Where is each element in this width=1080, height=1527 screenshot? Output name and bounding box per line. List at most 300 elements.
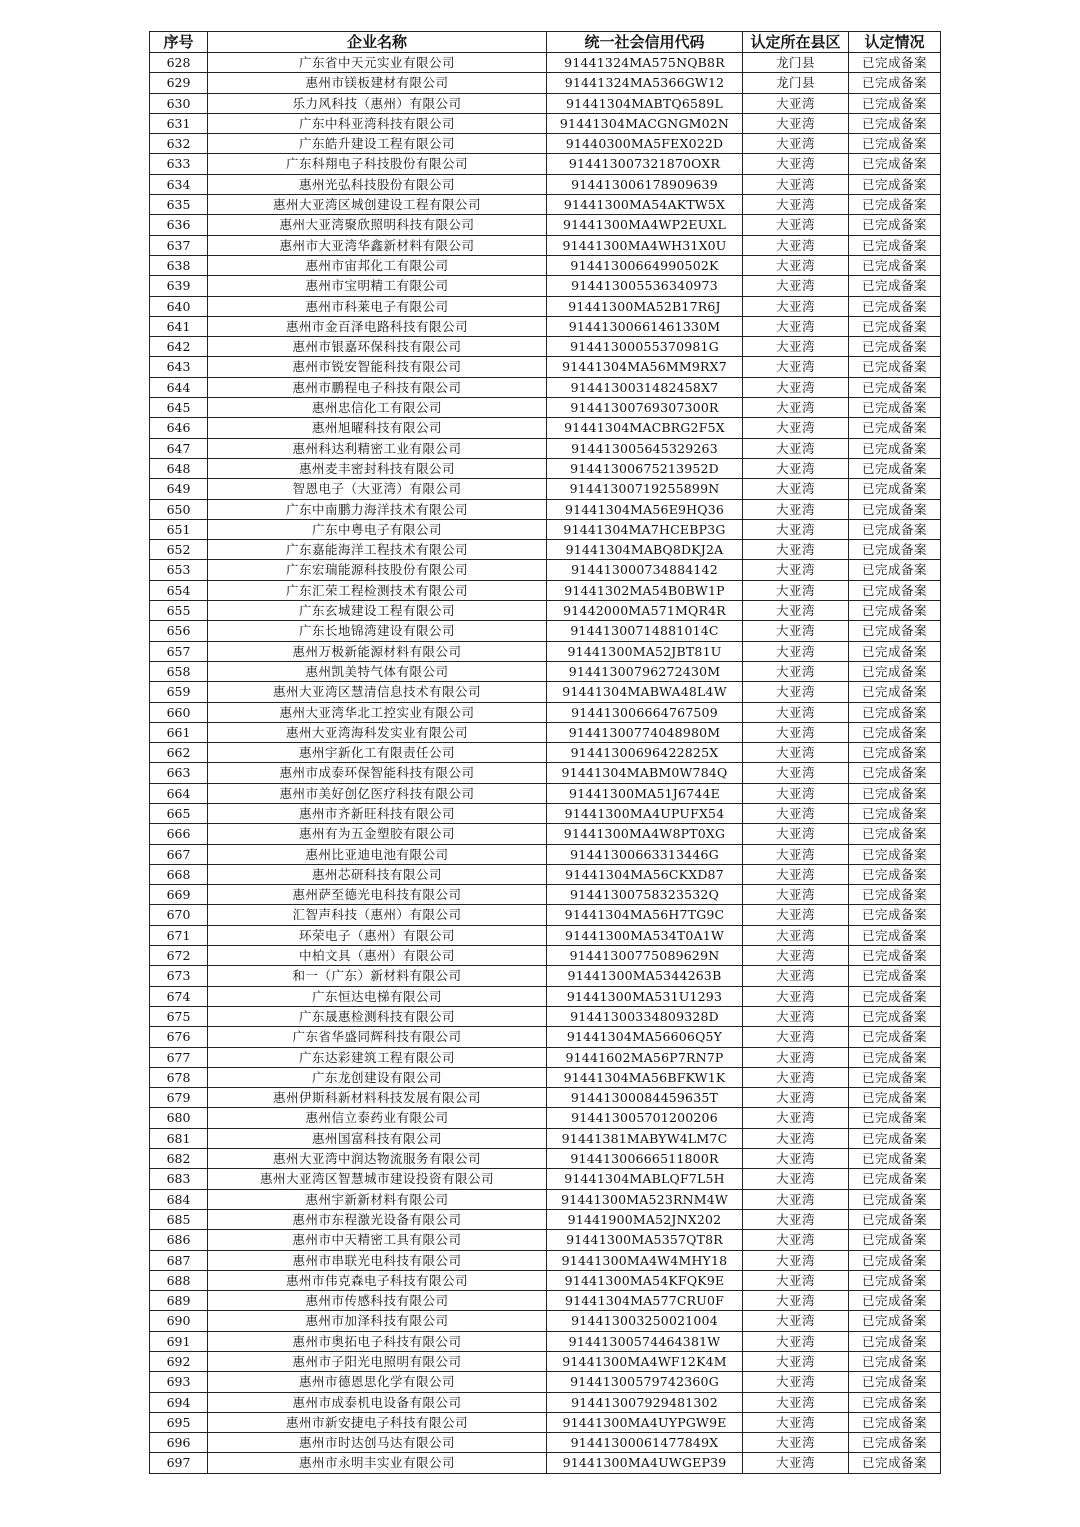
status-cell: 已完成备案 — [849, 357, 941, 377]
status-cell: 已完成备案 — [849, 722, 941, 742]
serial-number-cell: 670 — [150, 905, 208, 925]
district-cell: 大亚湾 — [743, 1067, 849, 1087]
table-row — [150, 1311, 941, 1331]
serial-number-cell: 671 — [150, 925, 208, 945]
serial-number-cell: 647 — [150, 438, 208, 458]
company-name-cell: 广东科翔电子科技股份有限公司 — [208, 154, 547, 174]
credit-code-cell: 91441304MABWA48L4W — [547, 682, 743, 702]
serial-number-cell: 651 — [150, 519, 208, 539]
company-name-cell: 惠州市锐安智能科技有限公司 — [208, 357, 547, 377]
table-row — [150, 113, 941, 133]
district-cell: 大亚湾 — [743, 458, 849, 478]
credit-code-cell: 914413007929481302 — [547, 1392, 743, 1412]
district-cell: 大亚湾 — [743, 316, 849, 336]
serial-number-cell: 682 — [150, 1149, 208, 1169]
status-cell: 已完成备案 — [849, 499, 941, 519]
district-cell: 大亚湾 — [743, 1311, 849, 1331]
status-cell: 已完成备案 — [849, 1149, 941, 1169]
credit-code-cell: 91441300061477849X — [547, 1433, 743, 1453]
status-cell: 已完成备案 — [849, 1311, 941, 1331]
district-cell: 大亚湾 — [743, 966, 849, 986]
serial-number-cell: 693 — [150, 1372, 208, 1392]
district-cell: 大亚湾 — [743, 1027, 849, 1047]
credit-code-cell: 914413005536340973 — [547, 276, 743, 296]
table-row — [150, 702, 941, 722]
serial-number-cell: 664 — [150, 783, 208, 803]
company-name-cell: 惠州市宝明精工有限公司 — [208, 276, 547, 296]
serial-number-cell: 653 — [150, 560, 208, 580]
enterprise-table — [149, 31, 941, 1474]
district-cell: 大亚湾 — [743, 1392, 849, 1412]
company-name-cell: 广东省华盛同辉科技有限公司 — [208, 1027, 547, 1047]
serial-number-cell: 634 — [150, 174, 208, 194]
table-row — [150, 1006, 941, 1026]
district-cell: 大亚湾 — [743, 540, 849, 560]
district-cell: 大亚湾 — [743, 1169, 849, 1189]
status-cell: 已完成备案 — [849, 986, 941, 1006]
serial-number-cell: 694 — [150, 1392, 208, 1412]
serial-number-cell: 677 — [150, 1047, 208, 1067]
credit-code-cell: 91441304MA56E9HQ36 — [547, 499, 743, 519]
company-name-cell: 惠州光弘科技股份有限公司 — [208, 174, 547, 194]
credit-code-cell: 91441300758323532Q — [547, 885, 743, 905]
company-name-cell: 广东晟惠检测科技有限公司 — [208, 1006, 547, 1026]
credit-code-cell: 91441300664990502K — [547, 255, 743, 275]
status-cell: 已完成备案 — [849, 479, 941, 499]
company-name-cell: 惠州大亚湾中润达物流服务有限公司 — [208, 1149, 547, 1169]
district-cell: 大亚湾 — [743, 195, 849, 215]
district-cell: 大亚湾 — [743, 803, 849, 823]
credit-code-cell: 91441300775089629N — [547, 946, 743, 966]
credit-code-cell: 91441304MA56MM9RX7 — [547, 357, 743, 377]
district-cell: 大亚湾 — [743, 844, 849, 864]
status-cell: 已完成备案 — [849, 154, 941, 174]
company-name-cell: 惠州市伟克森电子科技有限公司 — [208, 1270, 547, 1290]
district-cell: 大亚湾 — [743, 1189, 849, 1209]
table-row — [150, 722, 941, 742]
district-cell: 大亚湾 — [743, 1108, 849, 1128]
company-name-cell: 惠州国富科技有限公司 — [208, 1128, 547, 1148]
company-name-cell: 广东汇荣工程检测技术有限公司 — [208, 580, 547, 600]
table-row — [150, 601, 941, 621]
table-row — [150, 682, 941, 702]
table-row — [150, 844, 941, 864]
district-cell: 大亚湾 — [743, 398, 849, 418]
status-cell: 已完成备案 — [849, 1412, 941, 1432]
table-row — [150, 458, 941, 478]
serial-number-cell: 669 — [150, 885, 208, 905]
table-row — [150, 905, 941, 925]
status-cell: 已完成备案 — [849, 743, 941, 763]
status-cell: 已完成备案 — [849, 174, 941, 194]
district-cell: 大亚湾 — [743, 296, 849, 316]
table-row — [150, 154, 941, 174]
table-row — [150, 560, 941, 580]
serial-number-cell: 685 — [150, 1209, 208, 1229]
credit-code-cell: 91441304MA56CKXD87 — [547, 864, 743, 884]
table-row — [150, 580, 941, 600]
table-row — [150, 1149, 941, 1169]
table-row — [150, 743, 941, 763]
table-row — [150, 885, 941, 905]
credit-code-cell: 91441300MA5357QT8R — [547, 1230, 743, 1250]
company-name-cell: 惠州市科莱电子有限公司 — [208, 296, 547, 316]
company-name-cell: 汇智声科技（惠州）有限公司 — [208, 905, 547, 925]
status-cell: 已完成备案 — [849, 1128, 941, 1148]
district-cell: 大亚湾 — [743, 1047, 849, 1067]
status-cell: 已完成备案 — [849, 296, 941, 316]
registration-table-sheet — [149, 31, 940, 1474]
status-cell: 已完成备案 — [849, 438, 941, 458]
company-name-cell: 惠州市银嘉环保科技有限公司 — [208, 337, 547, 357]
table-row — [150, 235, 941, 255]
status-cell: 已完成备案 — [849, 377, 941, 397]
credit-code-cell: 91441300MA534T0A1W — [547, 925, 743, 945]
serial-number-cell: 662 — [150, 743, 208, 763]
serial-number-cell: 676 — [150, 1027, 208, 1047]
credit-code-cell: 914413006664767509 — [547, 702, 743, 722]
header-serial-number: 序号 — [150, 32, 208, 53]
table-row — [150, 398, 941, 418]
district-cell: 大亚湾 — [743, 1006, 849, 1026]
credit-code-cell: 914413007321870OXR — [547, 154, 743, 174]
serial-number-cell: 692 — [150, 1352, 208, 1372]
status-cell: 已完成备案 — [849, 844, 941, 864]
district-cell: 大亚湾 — [743, 743, 849, 763]
company-name-cell: 惠州市德恩思化学有限公司 — [208, 1372, 547, 1392]
status-cell: 已完成备案 — [849, 458, 941, 478]
serial-number-cell: 655 — [150, 601, 208, 621]
status-cell: 已完成备案 — [849, 53, 941, 73]
table-row — [150, 1250, 941, 1270]
company-name-cell: 乐力风科技（惠州）有限公司 — [208, 93, 547, 113]
credit-code-cell: 91441324MA5366GW12 — [547, 73, 743, 93]
credit-code-cell: 91441304MACBRG2F5X — [547, 418, 743, 438]
serial-number-cell: 686 — [150, 1230, 208, 1250]
credit-code-cell: 91441300MA54AKTW5X — [547, 195, 743, 215]
district-cell: 大亚湾 — [743, 641, 849, 661]
credit-code-cell: 9144130031482458X7 — [547, 377, 743, 397]
serial-number-cell: 638 — [150, 255, 208, 275]
status-cell: 已完成备案 — [849, 763, 941, 783]
district-cell: 大亚湾 — [743, 215, 849, 235]
status-cell: 已完成备案 — [849, 966, 941, 986]
table-row — [150, 1189, 941, 1209]
credit-code-cell: 91441300574464381W — [547, 1331, 743, 1351]
header-company-name: 企业名称 — [208, 32, 547, 53]
table-row — [150, 824, 941, 844]
status-cell: 已完成备案 — [849, 134, 941, 154]
district-cell: 大亚湾 — [743, 276, 849, 296]
credit-code-cell: 91441300663313446G — [547, 844, 743, 864]
district-cell: 大亚湾 — [743, 722, 849, 742]
status-cell: 已完成备案 — [849, 1270, 941, 1290]
table-row — [150, 418, 941, 438]
credit-code-cell: 91441300696422825X — [547, 743, 743, 763]
table-row — [150, 946, 941, 966]
district-cell: 大亚湾 — [743, 1433, 849, 1453]
status-cell: 已完成备案 — [849, 824, 941, 844]
credit-code-cell: 91441300MA4W4MHY18 — [547, 1250, 743, 1270]
status-cell: 已完成备案 — [849, 601, 941, 621]
company-name-cell: 惠州有为五金塑胶有限公司 — [208, 824, 547, 844]
credit-code-cell: 91441300MA52B17R6J — [547, 296, 743, 316]
serial-number-cell: 687 — [150, 1250, 208, 1270]
table-row — [150, 1291, 941, 1311]
status-cell: 已完成备案 — [849, 337, 941, 357]
serial-number-cell: 648 — [150, 458, 208, 478]
serial-number-cell: 632 — [150, 134, 208, 154]
credit-code-cell: 91441304MA56606Q5Y — [547, 1027, 743, 1047]
serial-number-cell: 661 — [150, 722, 208, 742]
district-cell: 大亚湾 — [743, 905, 849, 925]
district-cell: 大亚湾 — [743, 418, 849, 438]
company-name-cell: 惠州大亚湾区慧清信息技术有限公司 — [208, 682, 547, 702]
table-row — [150, 357, 941, 377]
company-name-cell: 广东皓升建设工程有限公司 — [208, 134, 547, 154]
serial-number-cell: 697 — [150, 1453, 208, 1473]
credit-code-cell: 91441300666511800R — [547, 1149, 743, 1169]
serial-number-cell: 672 — [150, 946, 208, 966]
credit-code-cell: 91441300774048980M — [547, 722, 743, 742]
district-cell: 大亚湾 — [743, 682, 849, 702]
company-name-cell: 惠州麦丰密封科技有限公司 — [208, 458, 547, 478]
status-cell: 已完成备案 — [849, 398, 941, 418]
credit-code-cell: 914413003250021004 — [547, 1311, 743, 1331]
company-name-cell: 惠州市镁板建材有限公司 — [208, 73, 547, 93]
serial-number-cell: 668 — [150, 864, 208, 884]
serial-number-cell: 673 — [150, 966, 208, 986]
credit-code-cell: 91441304MABM0W784Q — [547, 763, 743, 783]
credit-code-cell: 91441300769307300R — [547, 398, 743, 418]
district-cell: 大亚湾 — [743, 824, 849, 844]
status-cell: 已完成备案 — [849, 1372, 941, 1392]
district-cell: 大亚湾 — [743, 1230, 849, 1250]
company-name-cell: 和一（广东）新材料有限公司 — [208, 966, 547, 986]
status-cell: 已完成备案 — [849, 1250, 941, 1270]
table-row — [150, 93, 941, 113]
credit-code-cell: 91441302MA54B0BW1P — [547, 580, 743, 600]
credit-code-cell: 91441300MA5344263B — [547, 966, 743, 986]
district-cell: 大亚湾 — [743, 499, 849, 519]
credit-code-cell: 91441300MA4UYPGW9E — [547, 1412, 743, 1432]
district-cell: 大亚湾 — [743, 560, 849, 580]
company-name-cell: 广东龙创建设有限公司 — [208, 1067, 547, 1087]
company-name-cell: 惠州市金百泽电路科技有限公司 — [208, 316, 547, 336]
credit-code-cell: 91441300MA523RNM4W — [547, 1189, 743, 1209]
status-cell: 已完成备案 — [849, 946, 941, 966]
serial-number-cell: 635 — [150, 195, 208, 215]
company-name-cell: 惠州萨至德光电科技有限公司 — [208, 885, 547, 905]
serial-number-cell: 659 — [150, 682, 208, 702]
district-cell: 大亚湾 — [743, 601, 849, 621]
company-name-cell: 广东玄城建设工程有限公司 — [208, 601, 547, 621]
table-row — [150, 1047, 941, 1067]
serial-number-cell: 649 — [150, 479, 208, 499]
company-name-cell: 惠州市传感科技有限公司 — [208, 1291, 547, 1311]
company-name-cell: 广东长地锦湾建设有限公司 — [208, 621, 547, 641]
credit-code-cell: 914413005645329263 — [547, 438, 743, 458]
table-row — [150, 1108, 941, 1128]
company-name-cell: 惠州市奥拓电子科技有限公司 — [208, 1331, 547, 1351]
company-name-cell: 惠州比亚迪电池有限公司 — [208, 844, 547, 864]
district-cell: 大亚湾 — [743, 1270, 849, 1290]
table-row — [150, 276, 941, 296]
table-row — [150, 1169, 941, 1189]
serial-number-cell: 630 — [150, 93, 208, 113]
credit-code-cell: 91441304MABQ8DKJ2A — [547, 540, 743, 560]
table-row — [150, 519, 941, 539]
table-row — [150, 1331, 941, 1351]
company-name-cell: 惠州市时达创马达有限公司 — [208, 1433, 547, 1453]
serial-number-cell: 684 — [150, 1189, 208, 1209]
status-cell: 已完成备案 — [849, 418, 941, 438]
serial-number-cell: 674 — [150, 986, 208, 1006]
district-cell: 大亚湾 — [743, 519, 849, 539]
district-cell: 大亚湾 — [743, 783, 849, 803]
district-cell: 大亚湾 — [743, 154, 849, 174]
company-name-cell: 广东宏瑞能源科技股份有限公司 — [208, 560, 547, 580]
credit-code-cell: 91441300MA531U1293 — [547, 986, 743, 1006]
credit-code-cell: 91441300055370981G — [547, 337, 743, 357]
status-cell: 已完成备案 — [849, 1230, 941, 1250]
district-cell: 大亚湾 — [743, 93, 849, 113]
table-row — [150, 1230, 941, 1250]
company-name-cell: 惠州市宙邦化工有限公司 — [208, 255, 547, 275]
district-cell: 大亚湾 — [743, 438, 849, 458]
status-cell: 已完成备案 — [849, 1189, 941, 1209]
serial-number-cell: 695 — [150, 1412, 208, 1432]
table-row — [150, 479, 941, 499]
district-cell: 大亚湾 — [743, 255, 849, 275]
credit-code-cell: 91441900MA52JNX202 — [547, 1209, 743, 1229]
district-cell: 大亚湾 — [743, 885, 849, 905]
credit-code-cell: 91441602MA56P7RN7P — [547, 1047, 743, 1067]
serial-number-cell: 646 — [150, 418, 208, 438]
district-cell: 大亚湾 — [743, 1331, 849, 1351]
header-district: 认定所在县区 — [743, 32, 849, 53]
serial-number-cell: 679 — [150, 1088, 208, 1108]
credit-code-cell: 91441300334809328D — [547, 1006, 743, 1026]
credit-code-cell: 91441300MA4UWGEP39 — [547, 1453, 743, 1473]
status-cell: 已完成备案 — [849, 783, 941, 803]
company-name-cell: 惠州市大亚湾华鑫新材料有限公司 — [208, 235, 547, 255]
table-row — [150, 783, 941, 803]
company-name-cell: 惠州市鹏程电子科技有限公司 — [208, 377, 547, 397]
table-row — [150, 215, 941, 235]
status-cell: 已完成备案 — [849, 621, 941, 641]
table-row — [150, 925, 941, 945]
serial-number-cell: 628 — [150, 53, 208, 73]
company-name-cell: 惠州伊斯科新材料科技发展有限公司 — [208, 1088, 547, 1108]
district-cell: 大亚湾 — [743, 661, 849, 681]
district-cell: 龙门县 — [743, 73, 849, 93]
serial-number-cell: 652 — [150, 540, 208, 560]
serial-number-cell: 689 — [150, 1291, 208, 1311]
table-row — [150, 1209, 941, 1229]
company-name-cell: 广东省中天元实业有限公司 — [208, 53, 547, 73]
district-cell: 大亚湾 — [743, 1372, 849, 1392]
credit-code-cell: 91441300796272430M — [547, 661, 743, 681]
company-name-cell: 惠州市加泽科技有限公司 — [208, 1311, 547, 1331]
district-cell: 大亚湾 — [743, 337, 849, 357]
serial-number-cell: 696 — [150, 1433, 208, 1453]
serial-number-cell: 645 — [150, 398, 208, 418]
status-cell: 已完成备案 — [849, 682, 941, 702]
status-cell: 已完成备案 — [849, 1209, 941, 1229]
status-cell: 已完成备案 — [849, 885, 941, 905]
status-cell: 已完成备案 — [849, 580, 941, 600]
district-cell: 大亚湾 — [743, 357, 849, 377]
header-status: 认定情况 — [849, 32, 941, 53]
credit-code-cell: 91441300MA4WF12K4M — [547, 1352, 743, 1372]
status-cell: 已完成备案 — [849, 1088, 941, 1108]
district-cell: 大亚湾 — [743, 925, 849, 945]
credit-code-cell: 91441300675213952D — [547, 458, 743, 478]
serial-number-cell: 680 — [150, 1108, 208, 1128]
status-cell: 已完成备案 — [849, 1006, 941, 1026]
company-name-cell: 智恩电子（大亚湾）有限公司 — [208, 479, 547, 499]
status-cell: 已完成备案 — [849, 1108, 941, 1128]
credit-code-cell: 91441300714881014C — [547, 621, 743, 641]
table-row — [150, 195, 941, 215]
table-row — [150, 864, 941, 884]
table-body — [150, 53, 941, 1474]
status-cell: 已完成备案 — [849, 1453, 941, 1473]
credit-code-cell: 914413000734884142 — [547, 560, 743, 580]
table-row — [150, 803, 941, 823]
company-name-cell: 惠州市永明丰实业有限公司 — [208, 1453, 547, 1473]
credit-code-cell: 91441300MA54KFQK9E — [547, 1270, 743, 1290]
district-cell: 大亚湾 — [743, 864, 849, 884]
district-cell: 大亚湾 — [743, 235, 849, 255]
credit-code-cell: 91441300661461330M — [547, 316, 743, 336]
status-cell: 已完成备案 — [849, 1169, 941, 1189]
serial-number-cell: 675 — [150, 1006, 208, 1026]
district-cell: 大亚湾 — [743, 174, 849, 194]
company-name-cell: 惠州万极新能源材料有限公司 — [208, 641, 547, 661]
company-name-cell: 惠州市成泰环保智能科技有限公司 — [208, 763, 547, 783]
status-cell: 已完成备案 — [849, 235, 941, 255]
status-cell: 已完成备案 — [849, 925, 941, 945]
table-row — [150, 621, 941, 641]
table-row — [150, 763, 941, 783]
table-row — [150, 1433, 941, 1453]
company-name-cell: 惠州凯美特气体有限公司 — [208, 661, 547, 681]
serial-number-cell: 667 — [150, 844, 208, 864]
serial-number-cell: 642 — [150, 337, 208, 357]
status-cell: 已完成备案 — [849, 702, 941, 722]
serial-number-cell: 639 — [150, 276, 208, 296]
table-row — [150, 316, 941, 336]
credit-code-cell: 91441300MA4W8PT0XG — [547, 824, 743, 844]
status-cell: 已完成备案 — [849, 73, 941, 93]
serial-number-cell: 643 — [150, 357, 208, 377]
credit-code-cell: 91441304MA56H7TG9C — [547, 905, 743, 925]
company-name-cell: 惠州市串联光电科技有限公司 — [208, 1250, 547, 1270]
status-cell: 已完成备案 — [849, 195, 941, 215]
status-cell: 已完成备案 — [849, 560, 941, 580]
status-cell: 已完成备案 — [849, 1433, 941, 1453]
status-cell: 已完成备案 — [849, 215, 941, 235]
status-cell: 已完成备案 — [849, 661, 941, 681]
company-name-cell: 广东恒达电梯有限公司 — [208, 986, 547, 1006]
status-cell: 已完成备案 — [849, 1291, 941, 1311]
company-name-cell: 惠州科达利精密工业有限公司 — [208, 438, 547, 458]
company-name-cell: 惠州市子阳光电照明有限公司 — [208, 1352, 547, 1372]
serial-number-cell: 637 — [150, 235, 208, 255]
district-cell: 大亚湾 — [743, 1453, 849, 1473]
